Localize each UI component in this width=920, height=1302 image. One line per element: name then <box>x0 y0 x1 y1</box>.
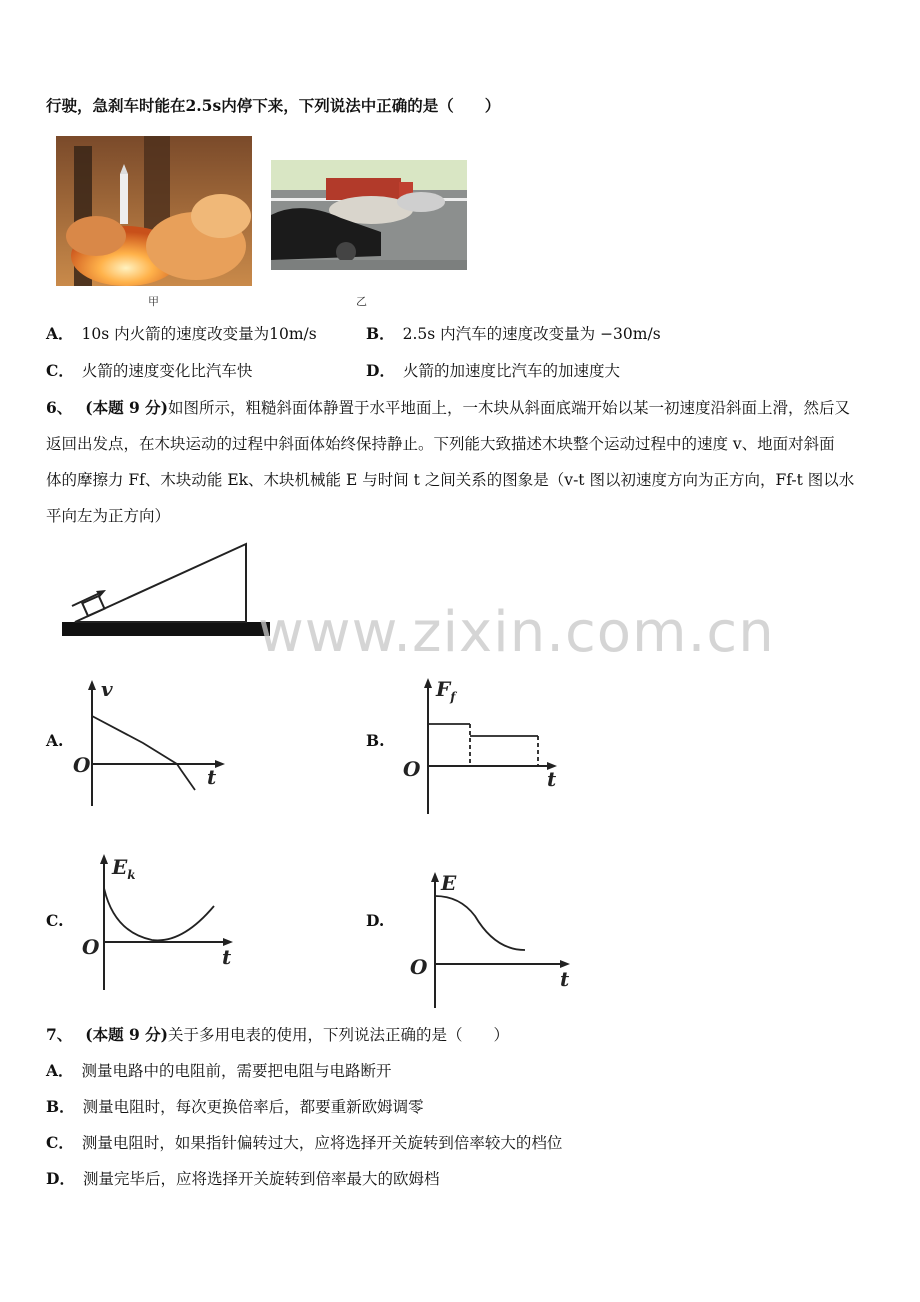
q6-option-b-label: B. <box>366 731 385 750</box>
graph-a-y-label: v <box>101 677 113 701</box>
q5-option-a-text: 10s 内火箭的速度改变量为10m/s <box>81 325 317 343</box>
q5-option-b <box>366 323 661 345</box>
graph-b-y-label <box>435 677 457 704</box>
graph-c-y-sub: k <box>127 868 136 882</box>
q6-number: 6、 <box>46 398 73 417</box>
q6-stem-1: 如图所示，粗糙斜面体静置于水平地面上，一木块从斜面底端开始以某一初速度沿斜面上滑，然后又 <box>167 399 850 417</box>
graph-c-x-label: t <box>222 945 232 969</box>
q5-option-c <box>46 360 252 382</box>
q6-stem-line-2: 返回出发点，在木块运动的过程中斜面体始终保持静止。下列能大致描述木块整个运动过程中的速度 v、地面对斜面 <box>46 435 835 453</box>
q6-score: (本题 9 分) <box>85 398 168 417</box>
caption-yi: 乙 <box>356 295 367 308</box>
rocket-launch-photo <box>56 136 252 286</box>
q7-option-b-label: B． <box>46 1097 75 1116</box>
q6-stem-line-3: 体的摩擦力 Ff、木块动能 Ek、木块机械能 E 与时间 t 之间关系的图象是（v-t 图以初速度方向为正方向，Ff-t 图以水 <box>46 471 855 489</box>
q7-option-c <box>46 1132 562 1154</box>
graph-b-y-sub: f <box>450 690 456 704</box>
q5-option-d <box>366 360 620 382</box>
q5-option-a-label: A． <box>46 324 74 343</box>
graph-c-ek-t <box>82 852 242 992</box>
graph-c-y-main: E <box>112 855 128 879</box>
q7-option-d-text: 测量完毕后，应将选择开关旋转到倍率最大的欧姆档 <box>82 1170 440 1188</box>
incline-diagram <box>60 540 275 645</box>
q5-option-b-label: B． <box>366 324 395 343</box>
q6-option-d-label: D. <box>366 911 385 930</box>
q7-option-c-label: C． <box>46 1133 74 1152</box>
q7-stem-line <box>46 1024 509 1046</box>
q7-option-b <box>46 1096 424 1118</box>
q5-option-b-text: 2.5s 内汽车的速度改变量为 −30m/s <box>402 325 661 343</box>
cars-image <box>271 160 467 270</box>
graph-b-y-main: F <box>436 677 451 701</box>
q5-option-c-text: 火箭的速度变化比汽车快 <box>81 362 253 380</box>
q7-score: (本题 9 分) <box>85 1025 168 1044</box>
graph-a-origin: O <box>73 753 91 777</box>
graph-a-curve <box>92 716 195 790</box>
q7-option-c-text: 测量电阻时，如果指针偏转过大，应将选择开关旋转到倍率较大的档位 <box>81 1134 563 1152</box>
graph-d-curve <box>435 896 525 950</box>
graph-b-origin: O <box>403 757 421 781</box>
q7-stem: 关于多用电表的使用，下列说法正确的是（ ） <box>167 1026 509 1044</box>
graph-c-origin: O <box>82 935 100 959</box>
q7-option-a-text: 测量电路中的电阻前，需要把电阻与电路断开 <box>81 1062 392 1080</box>
q7-option-a <box>46 1060 392 1082</box>
graph-d-origin: O <box>410 955 428 979</box>
q6-stem-line-1 <box>46 397 850 419</box>
graph-b-ff-t <box>400 676 575 816</box>
graph-b-x-label: t <box>547 767 557 791</box>
watermark: www.zixin.com.cn <box>258 600 775 665</box>
q6-stem-line-4: 平向左为正方向） <box>46 507 171 525</box>
q5-stem: 行驶，急刹车时能在2.5s内停下来，下列说法中正确的是（ ） <box>46 96 501 115</box>
q5-option-d-label: D． <box>366 361 395 380</box>
rocket-launch-image <box>56 136 252 286</box>
q5-option-d-text: 火箭的加速度比汽车的加速度大 <box>402 362 620 380</box>
graph-d-y-label: E <box>441 871 457 895</box>
q7-option-b-text: 测量电阻时，每次更换倍率后，都要重新欧姆调零 <box>82 1098 424 1116</box>
q7-option-a-label: A． <box>46 1061 74 1080</box>
q7-option-d <box>46 1168 439 1190</box>
graph-c-curve <box>104 888 214 940</box>
q7-option-d-label: D． <box>46 1169 75 1188</box>
q5-option-a <box>46 323 317 345</box>
ground <box>62 622 270 636</box>
graph-c-y-label <box>111 855 136 882</box>
graph-d-x-label: t <box>560 967 570 991</box>
graph-a-x-label: t <box>207 765 217 789</box>
q5-option-c-label: C． <box>46 361 74 380</box>
q6-option-c-label: C. <box>46 911 64 930</box>
q6-option-a-label: A. <box>46 731 64 750</box>
graph-d-e-t <box>405 870 580 1010</box>
q7-number: 7、 <box>46 1025 73 1044</box>
caption-jia: 甲 <box>148 295 159 308</box>
graph-a-v-t <box>73 677 235 813</box>
cars-photo <box>271 160 467 270</box>
